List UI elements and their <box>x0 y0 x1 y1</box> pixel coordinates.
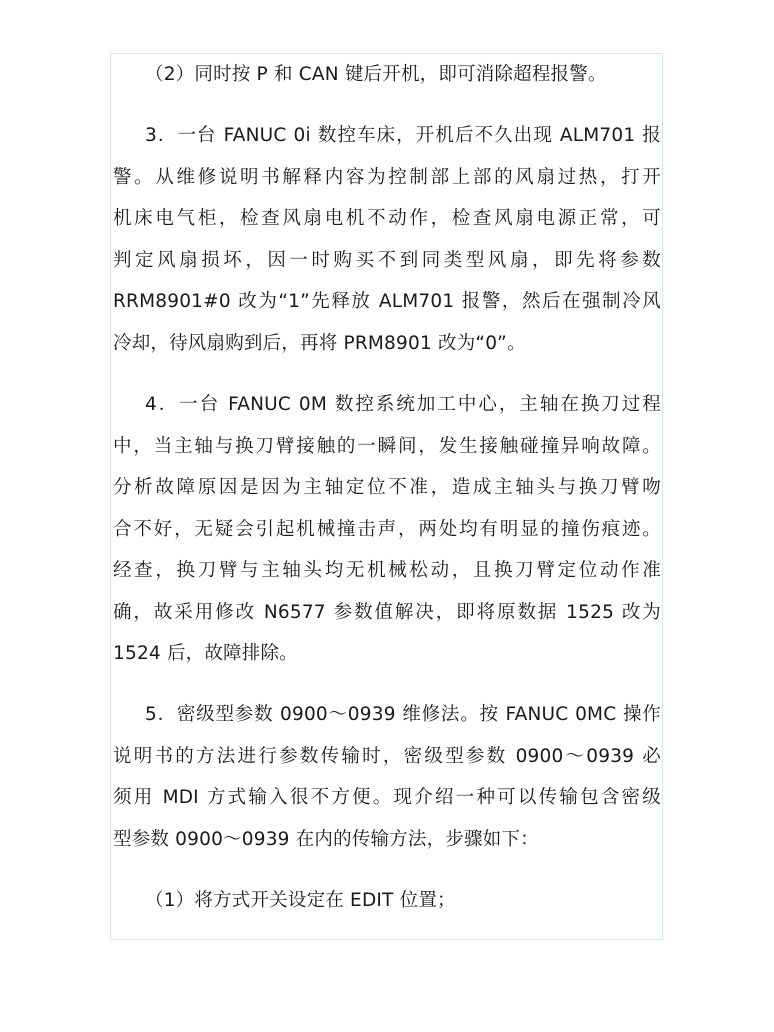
text-line: 冷却，待风扇购到后，再将 PRM8901 改为“0”。 <box>113 333 526 354</box>
text-line: 中，当主轴与换刀臂接触的一瞬间，发生接触碰撞异响故障。 <box>113 436 661 457</box>
text-line: 确，故采用修改 N6577 参数值解决，即将原数据 1525 改为 <box>113 602 661 623</box>
text-line: 5．密级型参数 0900～0939 维修法。按 FANUC 0MC 操作 <box>145 704 661 725</box>
text-line: 说明书的方法进行参数传输时，密级型参数 0900～0939 必 <box>113 746 661 767</box>
text-line: （2）同时按 P 和 CAN 键后开机，即可消除超程报警。 <box>145 64 607 85</box>
text-line: 分析故障原因是因为主轴定位不准，造成主轴头与换刀臂吻 <box>113 477 661 498</box>
text-line: 经查，换刀臂与主轴头均无机械松动，且换刀臂定位动作准 <box>113 560 661 581</box>
text-line: 判定风扇损坏，因一时购买不到同类型风扇，即先将参数 <box>113 250 661 271</box>
text-line: 须用 MDI 方式输入很不方便。现介绍一种可以传输包含密级 <box>113 787 661 808</box>
text-line: 3．一台 FANUC 0i 数控车床，开机后不久出现 ALM701 报 <box>145 125 661 146</box>
text-line: 4．一台 FANUC 0M 数控系统加工中心，主轴在换刀过程 <box>145 394 661 415</box>
text-line: 机床电气柜，检查风扇电机不动作，检查风扇电源正常，可 <box>113 208 661 229</box>
text-line: RRM8901#0 改为“1”先释放 ALM701 报警，然后在强制冷风 <box>113 291 661 312</box>
text-line: 合不好，无疑会引起机械撞击声，两处均有明显的撞伤痕迹。 <box>113 519 661 540</box>
text-line: 警。从维修说明书解释内容为控制部上部的风扇过热，打开 <box>113 167 661 188</box>
text-line: 型参数 0900～0939 在内的传输方法，步骤如下： <box>113 829 539 850</box>
text-line: （1）将方式开关设定在 EDIT 位置； <box>145 890 456 911</box>
text-line: 1524 后，故障排除。 <box>113 643 298 664</box>
